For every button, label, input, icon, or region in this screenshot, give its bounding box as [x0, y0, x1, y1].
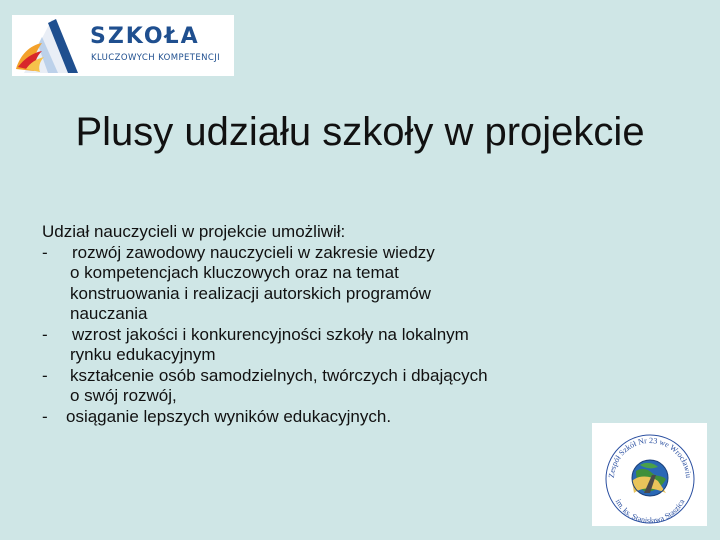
bullet-dash: -: [42, 365, 48, 385]
stamp-top-text: Zespół Szkół Nr 23 we Wrocławiu: [606, 435, 694, 479]
bullet-item: [42, 325, 602, 366]
bullet-item: [42, 366, 602, 407]
bullet-line: osiąganie lepszych wyników edukacyjnych.: [66, 406, 392, 426]
bullet-line: nauczania: [70, 304, 148, 323]
bullet-line: o kompetencjach kluczowych oraz na temat: [70, 263, 399, 282]
slide-title: Plusy udziału szkoły w projekcie: [75, 110, 645, 154]
intro-text: Udział nauczycieli w projekcie umożliwił:: [42, 222, 346, 241]
bullet-text: [70, 243, 602, 325]
bullet-text: [70, 366, 602, 407]
stamp-bottom-text: im. ks. Stanisława Staszica: [613, 497, 687, 526]
bullet-dash: -: [42, 324, 48, 344]
logo: [12, 15, 234, 76]
bullet-line: konstruowania i realizacji autorskich programów: [70, 283, 431, 303]
slide-content: [42, 222, 602, 427]
globe-icon: [632, 460, 668, 496]
logo-title: SZKOŁA: [90, 24, 200, 49]
school-stamp: [592, 423, 707, 526]
logo-subtitle: KLUCZOWYCH KOMPETENCJI: [91, 53, 221, 63]
logo-mountain-icon: [12, 15, 90, 76]
bullet-dash: -: [42, 406, 48, 426]
bullet-item: [42, 243, 602, 325]
bullet-line: wzrost jakości i konkurencyjności szkoły na lokalnym: [72, 324, 469, 344]
bullet-text: [66, 407, 602, 428]
bullet-dash: -: [42, 242, 48, 262]
bullet-text: [70, 325, 602, 366]
school-stamp-graphic: [592, 423, 707, 526]
bullet-item: [42, 407, 602, 428]
bullet-line: rynku edukacyjnym: [70, 345, 216, 364]
bullet-line: rozwój zawodowy nauczycieli w zakresie wiedzy: [72, 242, 435, 262]
bullet-line: kształcenie osób samodzielnych, twórczych i dbających: [70, 365, 488, 385]
bullet-line: o swój rozwój,: [70, 386, 177, 405]
